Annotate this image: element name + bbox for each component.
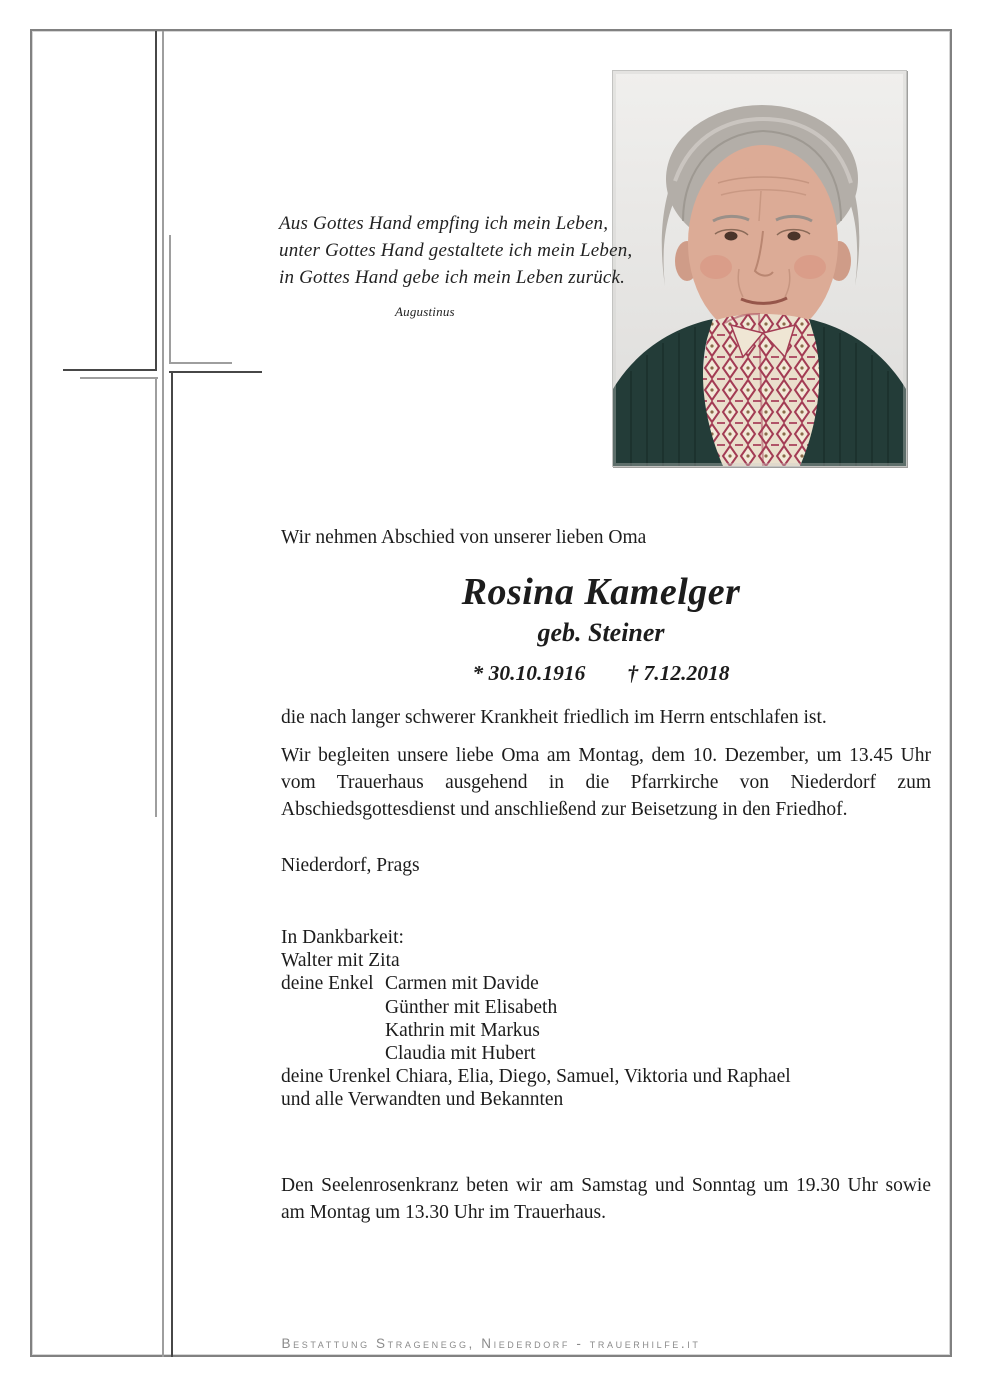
cross-vertical-line-gray-lower — [155, 377, 157, 817]
place-line: Niederdorf, Prags — [281, 855, 420, 876]
footer-credit: Bestattung Stragenegg, Niederdorf - trauerhilfe.it — [281, 1336, 701, 1351]
cross-vertical-line-dark-lower — [171, 371, 173, 1357]
birth-date: * 30.10.1916 — [472, 661, 586, 685]
portrait-illustration — [613, 71, 906, 466]
maiden-name: geb. Steiner — [537, 618, 665, 647]
grandchild-line: Kathrin mit Markus — [385, 1019, 540, 1041]
grandchild-line: Günther mit Elisabeth — [385, 996, 558, 1018]
cross-arm-dark-left — [63, 369, 157, 371]
quote-line: unter Gottes Hand gestaltete ich mein Leben, — [279, 240, 633, 261]
rosary-line: Den Seelenrosenkranz beten wir am Samstag und Sonntag um 19.30 Uhr sowie — [281, 1175, 931, 1196]
cross-arm-gray-left — [80, 377, 158, 379]
deceased-headline — [281, 570, 921, 686]
deceased-name: Rosina Kamelger — [461, 571, 741, 613]
cross-vertical-line-gray-full — [162, 31, 164, 1357]
portrait-photo — [612, 70, 907, 467]
gratitude-label: In Dankbarkeit: — [281, 927, 404, 948]
rosary-line: am Montag um 13.30 Uhr im Trauerhaus. — [281, 1202, 606, 1223]
cross-arm-gray-right — [169, 362, 232, 364]
funeral-line: vom Trauerhaus ausgehend in die Pfarrkirche von Niederdorf zum — [281, 772, 931, 793]
great-grandchildren-line: deine Urenkel Chiara, Elia, Diego, Samuel, Viktoria und Raphael — [281, 1066, 791, 1088]
passing-line: die nach langer schwerer Krankheit friedlich im Herrn entschlafen ist. — [281, 707, 827, 728]
grandchildren-label: deine Enkel — [281, 973, 374, 995]
funeral-line: Wir begleiten unsere liebe Oma am Montag, dem 10. Dezember, um 13.45 Uhr — [281, 745, 931, 766]
family-member-line: Walter mit Zita — [281, 950, 400, 972]
grandchild-line: Carmen mit Davide — [385, 973, 539, 995]
cross-vertical-line-dark-upper — [155, 31, 157, 371]
cross-vertical-line-gray-short — [169, 235, 171, 364]
quote-line: Aus Gottes Hand empfing ich mein Leben, — [279, 213, 609, 234]
life-dates — [281, 660, 921, 686]
funeral-paragraph — [281, 742, 931, 823]
intro-line: Wir nehmen Abschied von unserer lieben Oma — [281, 527, 647, 548]
rosary-paragraph — [281, 1172, 931, 1226]
opening-quote — [279, 210, 639, 319]
family-closing-line: und alle Verwandten und Bekannten — [281, 1089, 564, 1111]
death-date: † 7.12.2018 — [627, 661, 730, 685]
quote-attribution: Augustinus — [395, 304, 455, 319]
funeral-line: Abschiedsgottesdienst und anschließend zur Beisetzung in den Friedhof. — [281, 799, 848, 820]
grandchild-line: Claudia mit Hubert — [385, 1043, 536, 1065]
family-block — [281, 926, 931, 1112]
quote-line: in Gottes Hand gebe ich mein Leben zurück. — [279, 267, 626, 288]
cross-arm-dark-right — [169, 371, 262, 373]
